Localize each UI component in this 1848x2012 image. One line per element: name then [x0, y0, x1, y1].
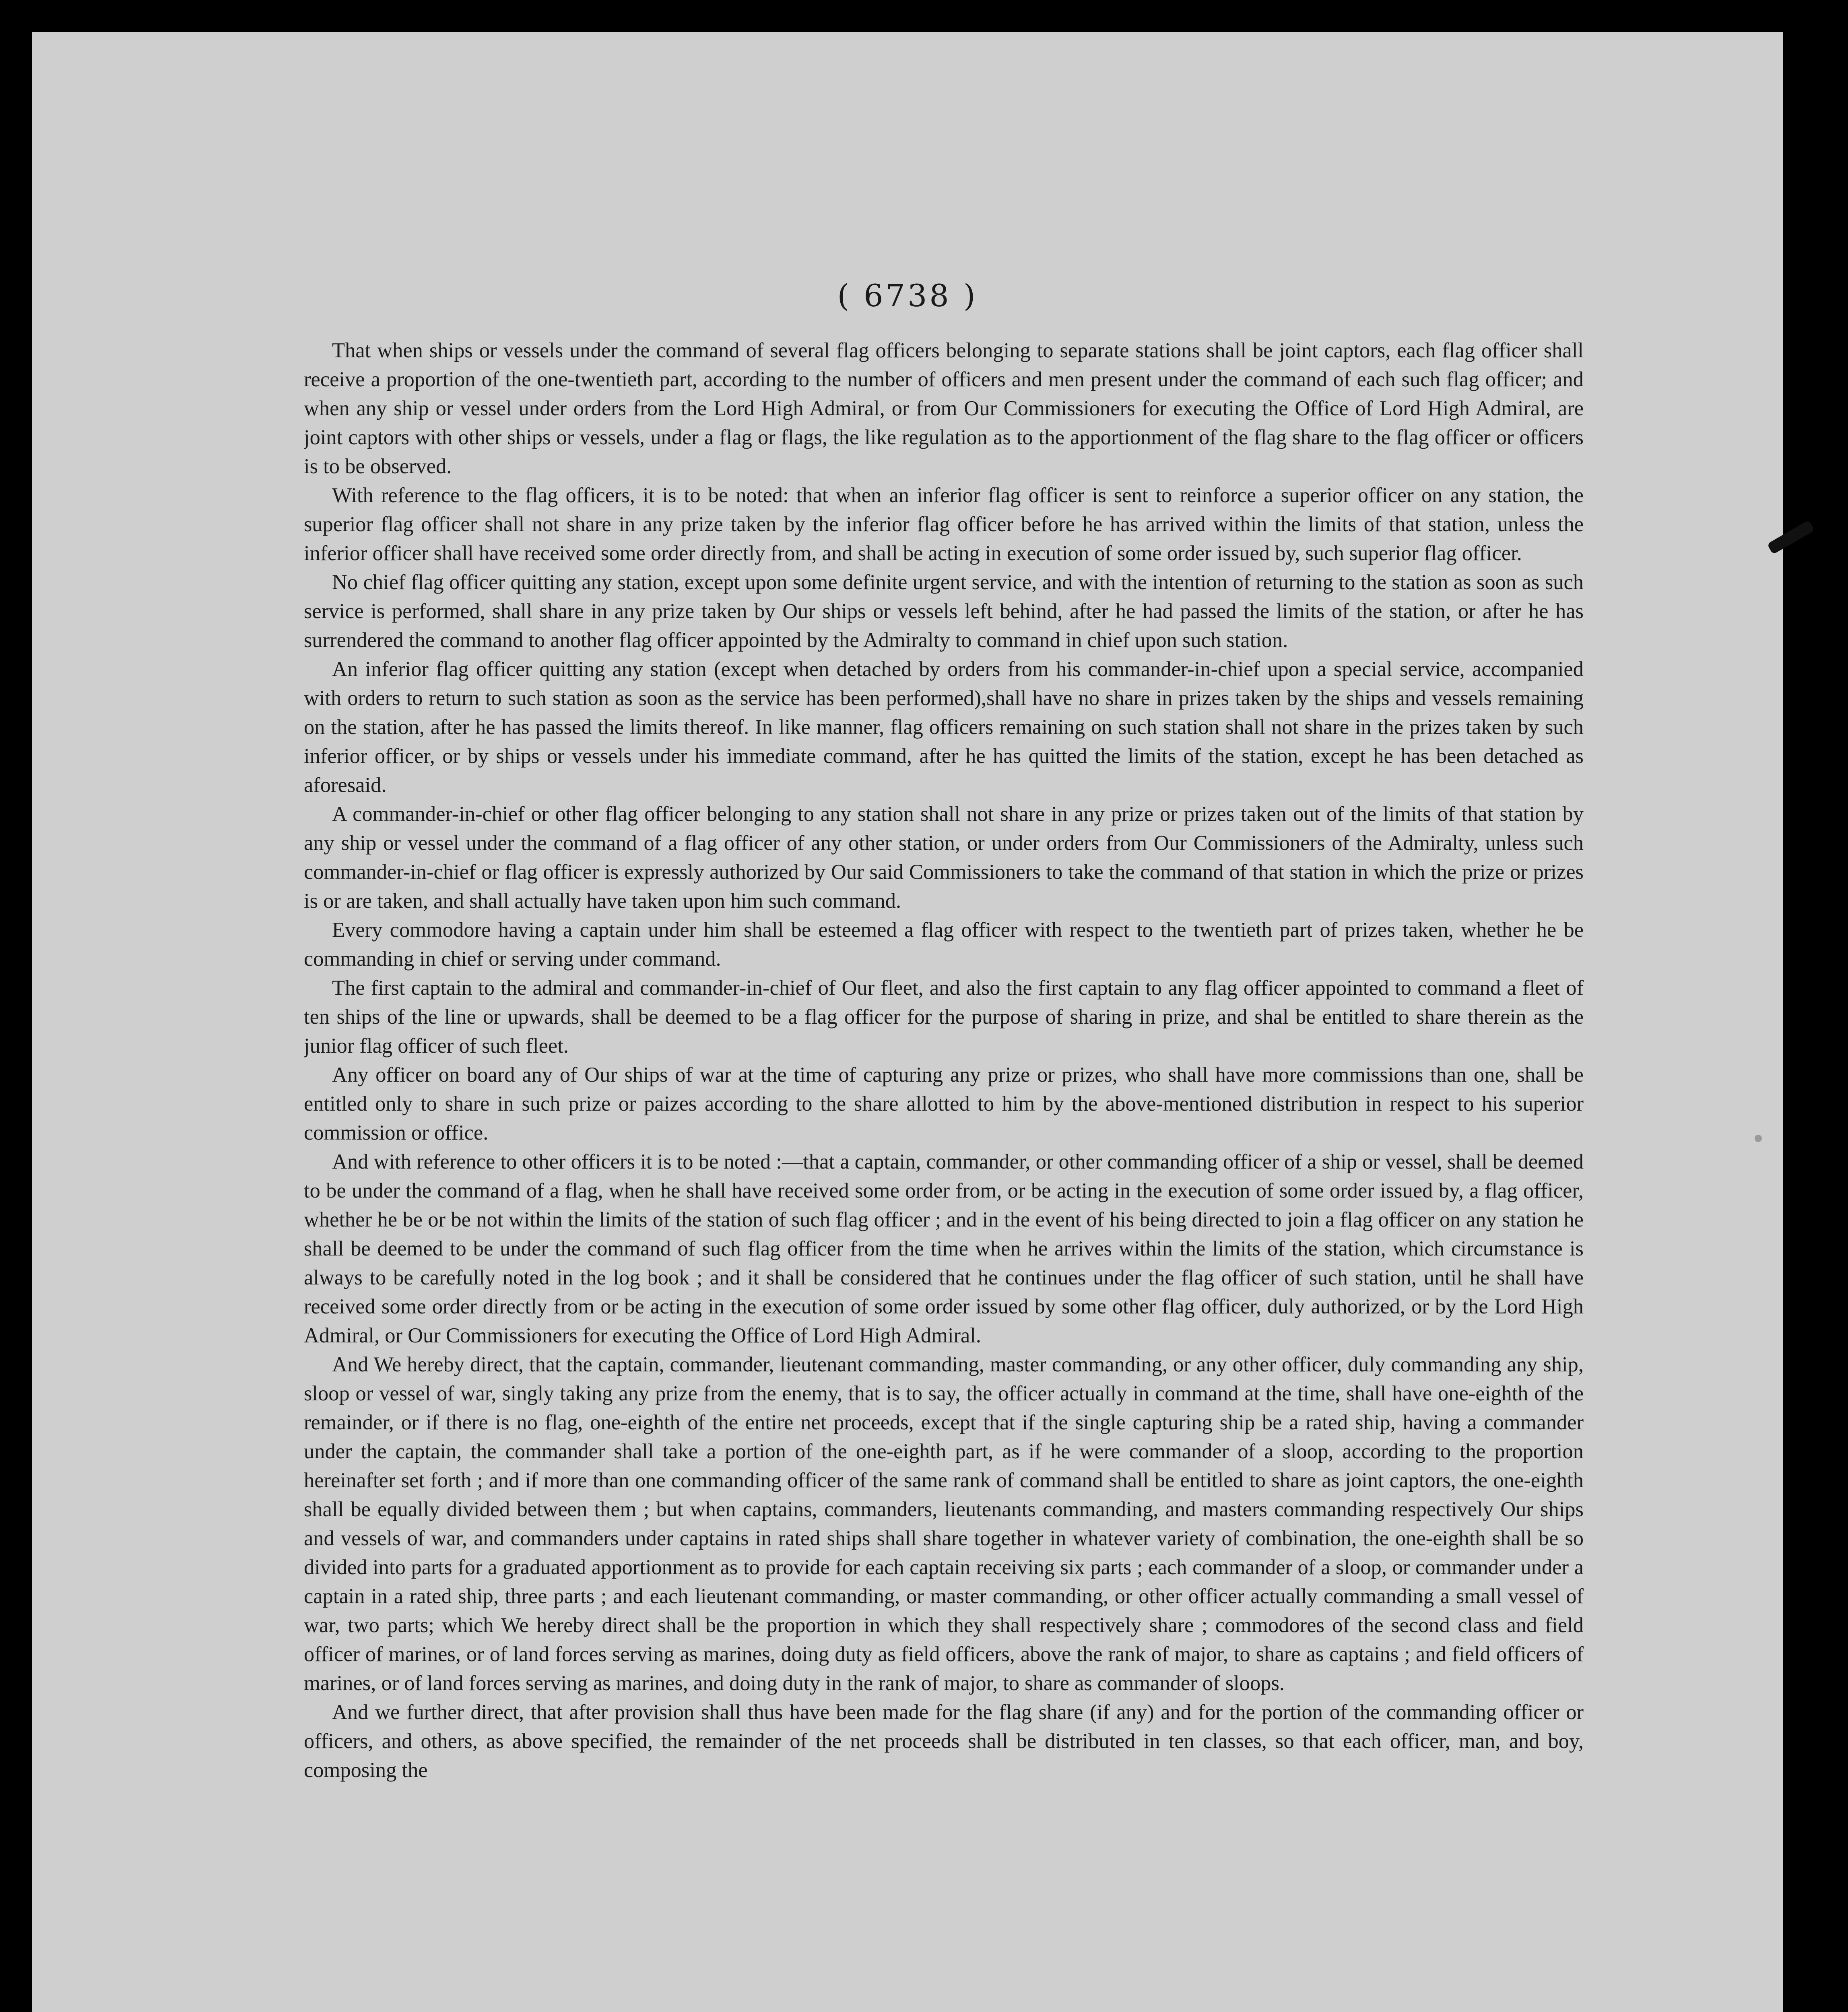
paragraph: And We hereby direct, that the captain, commander, lieutenant commanding, master commanding, or any other officer, duly commanding any ship, sloop or vessel of war, singly taking any prize from the enemy, that is to say, the officer actually in command at the time, shall have one-eighth of the remainder, or if there is no flag, one-eighth of the entire net proceeds, except that if the single capturing ship be a rated ship, having a commander under the captain, the commander shall take a portion of the one-eighth part, as if he were commander of a sloop, according to the proportion hereinafter set forth ; and if more than one commanding officer of the same rank of command shall be entitled to share as joint captors, the one-eighth shall be equally divided between them ; but when captains, commanders, lieutenants commanding, and masters commanding respectively Our ships and vessels of war, and commanders under captains in rated ships shall share together in whatever variety of combination, the one-eighth shall be so divided into parts for a graduated apportionment as to provide for each captain receiving six parts ; each commander of a sloop, or commander under a captain in a rated ship, three parts ; and each lieutenant commanding, or master commanding, or other officer actually commanding a small vessel of war, two parts; which We hereby direct shall be the proportion in which they shall respectively share ; commodores of the second class and field officer of marines, or of land forces serving as marines, doing duty as field officers, above the rank of major, to share as captains ; and field officers of marines, or of land forces serving as marines, and doing duty in the rank of major, to share as commander of sloops.	[304, 1353, 1584, 1695]
paragraph: And with reference to other officers it is to be noted :—that a captain, commander, or other commanding officer of a ship or vessel, shall be deemed to be under the command of a flag, when he shall have received some order from, or be acting in the execution of some order issued by, a flag officer, whether he be or be not within the limits of the station of such flag officer ; and in the event of his being directed to join a flag officer on any station he shall be deemed to be under the command of such flag officer from the time when he arrives within the limits of the station, which circumstance is always to be carefully noted in the log book ; and it shall be considered that he continues under the flag officer of such station, until he shall have received some order directly from or be acting in the execution of some order issued by some other flag officer, duly authorized, or by the Lord High Admiral, or Our Commissioners for executing the Office of Lord High Admiral.	[304, 1150, 1584, 1347]
speck	[1755, 1135, 1762, 1142]
paragraph: A commander-in-chief or other flag officer belonging to any station shall not share in any prize or prizes taken out of the limits of that station by any ship or vessel under the command of a flag officer of any other station, or under orders from Our Commissioners of the Admiralty, unless such commander-in-chief or flag officer is expressly authorized by Our said Commissioners to take the command of that station in which the prize or prizes is or are taken, and shall actually have taken upon him such command.	[304, 802, 1584, 913]
paragraph: An inferior flag officer quitting any station (except when detached by orders from his commander-in-chief upon a special service, accompanied with orders to return to such station as soon as the service has been performed),shall have no share in prizes taken by the ships and vessels remaining on the station, after he has passed the limits thereof. In like manner, flag officers remaining on such station shall not share in the prizes taken by such inferior officer, or by ships or vessels under his immediate command, after he has quitted the limits of the station, except he has been detached as aforesaid.	[304, 658, 1584, 797]
paragraph: Every commodore having a captain under him shall be esteemed a flag officer with respect to the twentieth part of prizes taken, whether he be commanding in chief or serving under command.	[304, 918, 1584, 971]
page-number: ( 6738 )	[837, 278, 978, 313]
ink-mark	[1767, 520, 1815, 555]
paragraph: That when ships or vessels under the command of several flag officers belonging to separate stations shall be joint captors, each flag officer shall receive a proportion of the one-twentieth part, according to the number of officers and men present under the command of each such flag officer; and when any ship or vessel under orders from the Lord High Admiral, or from Our Commissioners for executing the Office of Lord High Admiral, are joint captors with other ships or vessels, under a flag or flags, the like regulation as to the apportionment of the flag share to the flag officer or officers is to be observed.	[304, 339, 1584, 478]
paragraph: With reference to the flag officers, it is to be noted: that when an inferior flag officer is sent to reinforce a superior officer on any station, the superior flag officer shall not share in any prize taken by the inferior flag officer before he has arrived within the limits of that station, unless the inferior officer shall have received some order directly from, and shall be acting in execution of some order issued by, such superior flag officer.	[304, 484, 1584, 565]
paragraph: And we further direct, that after provision shall thus have been made for the flag share (if any) and for the portion of the commanding officer or officers, and others, as above specified, the remainder of the net proceeds shall be distributed in ten classes, so that each officer, man, and boy, composing the	[304, 1701, 1584, 1782]
body-text	[304, 336, 1584, 2012]
document-page	[32, 32, 1783, 2012]
paragraph: Any officer on board any of Our ships of war at the time of capturing any prize or prizes, who shall have more commissions than one, shall be entitled only to share in such prize or paizes according to the share allotted to him by the above-mentioned distribution in respect to his superior commission or office.	[304, 1063, 1584, 1144]
paragraph: The first captain to the admiral and commander-in-chief of Our fleet, and also the first captain to any flag officer appointed to command a fleet of ten ships of the line or upwards, shall be deemed to be a flag officer for the purpose of sharing in prize, and shal be entitled to share therein as the junior flag officer of such fleet.	[304, 976, 1584, 1058]
paragraph: No chief flag officer quitting any station, except upon some definite urgent service, and with the intention of returning to the station as soon as such service is performed, shall share in any prize taken by Our ships or vessels left behind, after he had passed the limits of the station, or after he has surrendered the command to another flag officer appointed by the Admiralty to command in chief upon such station.	[304, 571, 1584, 652]
